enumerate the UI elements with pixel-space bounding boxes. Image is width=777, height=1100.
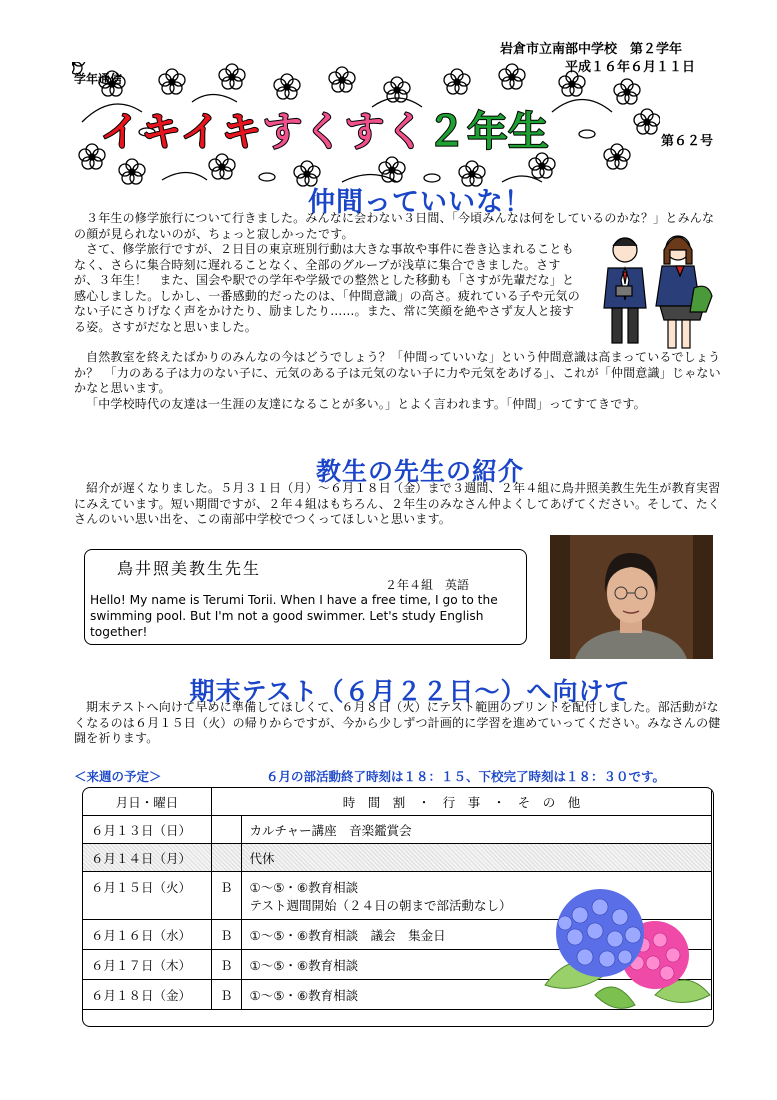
- students-illustration: [590, 228, 720, 353]
- column-header-event: 時 間 割 ・ 行 事 ・ そ の 他: [212, 788, 712, 816]
- row-code: Ｂ: [212, 950, 242, 980]
- newsletter-title: [100, 100, 549, 157]
- paragraph: 紹介が遅くなりました。５月３１日（月）～６月１８日（金）まで３週間、２年４組に鳥井照美教生先生が教育実習にみえています。短い期間ですが、２年４組はもちろん、２年生のみなさん仲よくしてあげてください。そして、たくさんのいい思い出を、この南部中学校でつくってほしいと思います。: [74, 481, 721, 526]
- section-title-friends: 仲間っていいな！: [308, 187, 532, 218]
- teacher-class-subject: ２年４組 英語: [385, 578, 470, 592]
- row-event: カルチャー講座 音楽鑑賞会: [241, 816, 711, 844]
- title-part-red: イキイキ: [100, 109, 263, 155]
- title-part-pink: すくすく: [262, 109, 427, 155]
- row-date: ６月１８日（金）: [83, 980, 212, 1010]
- row-date: ６月１３日（日）: [83, 816, 212, 844]
- row-date: ６月１５日（火）: [83, 872, 212, 920]
- teacher-name: 鳥井照美教生先生: [117, 559, 262, 578]
- teacher-photo: [550, 535, 713, 659]
- issue-date: 平成１６年６月１１日: [565, 60, 696, 75]
- paragraph: 自然教室を終えたばかりのみんなの今はどうでしょう？「仲間っていいな」という仲間意識は高まっているでしょうか？ 「力のある子は力のない子に、元気のある子は元気のない子に力や元気をあげる」、これが「仲間意識」じゃないかなと思います。: [74, 350, 721, 395]
- issue-number: 第６２号: [661, 134, 714, 149]
- row-code: [212, 816, 242, 844]
- row-code: Ｂ: [212, 980, 242, 1010]
- section-title-student-teacher: 教生の先生の紹介: [315, 457, 524, 486]
- row-code: Ｂ: [212, 920, 242, 950]
- schedule-label: ＜来週の予定＞: [74, 769, 162, 784]
- section-title-final-exam: 期末テスト（６月２２日～）へ向けて: [189, 677, 631, 706]
- row-event-line: テスト週間開始（２４日の朝まで部活動なし）: [249, 898, 512, 913]
- school-name: 岩倉市立南部中学校 第２学年: [500, 42, 683, 57]
- paragraph: さて、修学旅行ですが、２日目の東京班別行動は大きな事故や事件に巻き込まれることもなく、さらに集合時刻に遅れることなく、全部のグループが浅草に集合できました。さすが、３年生！ また、国会や駅での学年や学級での整然とした移動も「さすが先輩だな」と感心しました。しかし、一番感動的だったのは、「仲間意識」の高さ。疲れている子や元気のない子にさりげなく声をかけたり、励ましたり……。また、常に笑顔を絶やさず友人と接する姿。さすがだなと思いました。: [74, 242, 580, 334]
- row-event-line: ①～⑤・⑥教育相談: [249, 880, 359, 895]
- column-header-date: 月日・曜日: [83, 788, 212, 816]
- table-row: [83, 844, 712, 872]
- row-event: ①～⑤・⑥教育相談: [241, 980, 711, 1010]
- row-code: Ｂ: [212, 872, 242, 920]
- row-date: ６月１４日（月）: [83, 844, 212, 872]
- teacher-message: Hello! My name is Terumi Torii. When I have a free time, I go to the swimming pool. But I'm not a good swimmer. Let's study English together!: [90, 593, 498, 639]
- hydrangea-illustration: [535, 885, 715, 1015]
- club-end-time-notice: ６月の部活動終了時刻は１８：１５、下校完了時刻は１８：３０です。: [266, 769, 666, 784]
- row-date: ６月１６日（水）: [83, 920, 212, 950]
- row-event: 代休: [241, 844, 711, 872]
- newsletter-label: 学年通信: [74, 72, 123, 86]
- table-row: [83, 816, 712, 844]
- paragraph: ３年生の修学旅行について行きました。みんなに会わない３日間、「今頃みんなは何をしているのかな？」とみんなの顔が見られないのが、ちょっと寂しかったです。: [74, 211, 715, 241]
- title-part-green: ２年生: [426, 109, 550, 155]
- teacher-intro-box: [84, 549, 527, 645]
- row-event: ①～⑤・⑥教育相談: [241, 950, 711, 980]
- paragraph: 期末テストへ向けて早めに準備してほしくて、６月８日（火）にテスト範囲のプリントを配付しました。部活動がなくなるのは６月１５日（火）の帰りからですが、今から少しずつ計画的に学習を進めていってください。みなさんの健闘を祈ります。: [74, 700, 721, 745]
- row-event: ①～⑤・⑥教育相談 議会 集金日: [241, 920, 711, 950]
- row-code: [212, 844, 242, 872]
- paragraph: 「中学校時代の友達は一生涯の友達になることが多い。」とよく言われます。「仲間」ってすてきです。: [86, 397, 646, 411]
- row-date: ６月１７日（木）: [83, 950, 212, 980]
